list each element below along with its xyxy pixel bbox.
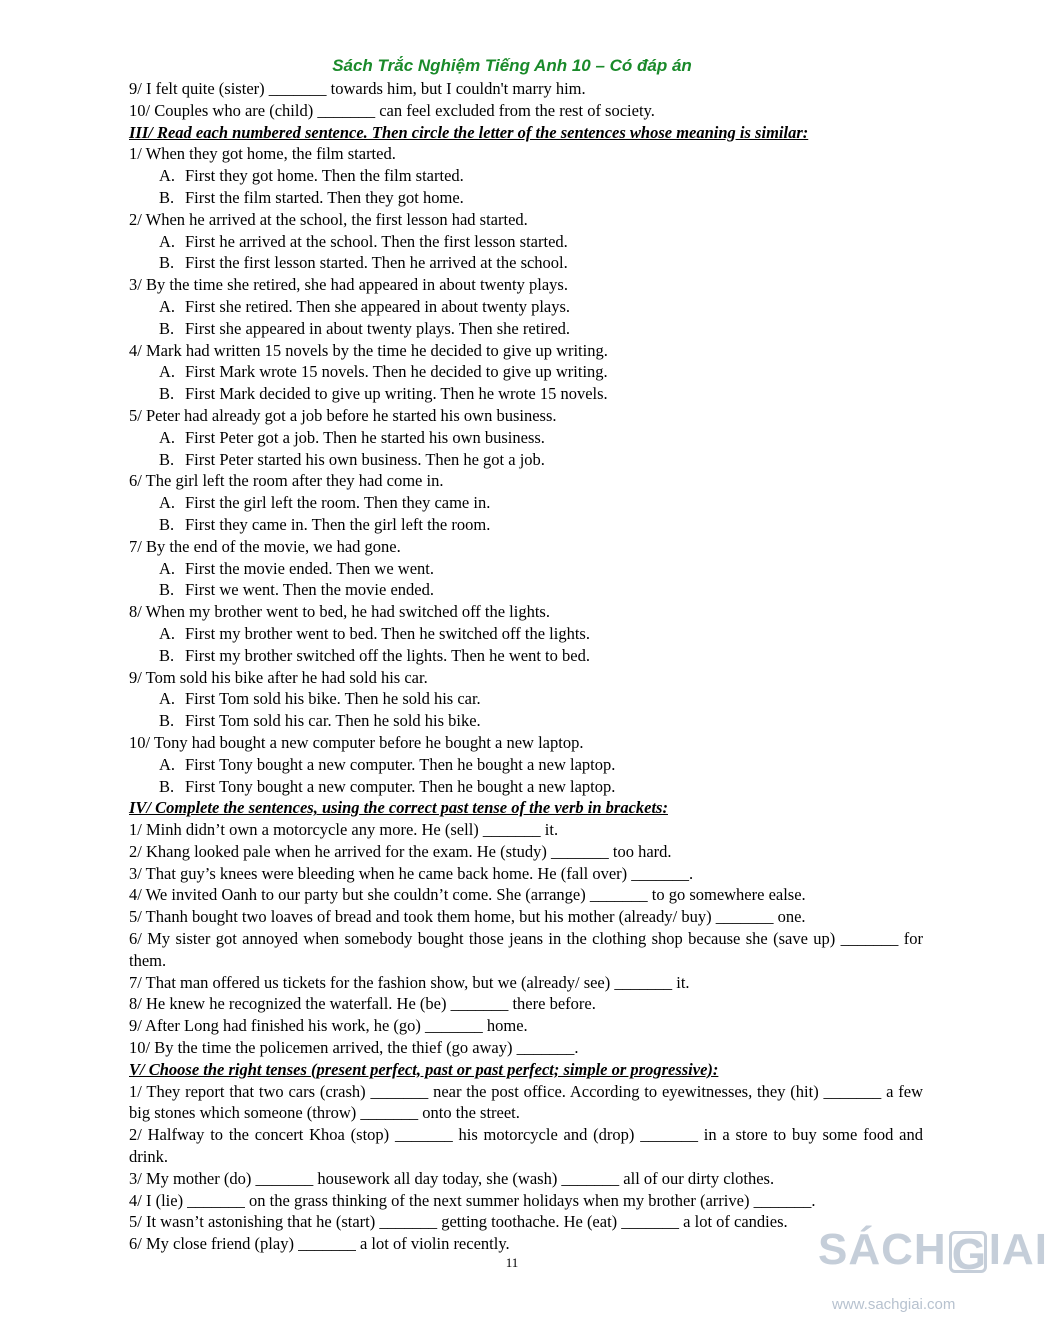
document-header: Sách Trắc Nghiệm Tiếng Anh 10 – Có đáp án: [332, 56, 692, 75]
option-letter: A.: [159, 166, 176, 186]
option-letter: A.: [159, 427, 176, 447]
exercise-line: 9/ After Long had finished his work, he (go) _______ home.: [129, 1016, 528, 1036]
option-letter: B.: [159, 645, 175, 665]
option-text: First the film started. Then they got home.: [185, 187, 464, 207]
exercise-line: 4/ I (lie) _______ on the grass thinking of the next summer holidays when my brother (arrive) _______.: [129, 1190, 816, 1210]
option-letter: A.: [159, 296, 176, 316]
option-b: [129, 514, 923, 536]
option-text: First Mark decided to give up writing. Then he wrote 15 novels.: [185, 384, 608, 404]
option-text: First they got home. Then the film started.: [185, 166, 464, 186]
option-letter: B.: [159, 514, 175, 534]
exercise-line: 2/ Khang looked pale when he arrived for the exam. He (study) _______ too hard.: [129, 841, 672, 861]
question-line: 7/ By the end of the movie, we had gone.: [129, 536, 401, 556]
section-heading-5: V/ Choose the right tenses (present perfect, past or past perfect; simple or progressive):: [129, 1059, 719, 1079]
option-letter: A.: [159, 623, 176, 643]
option-letter: B.: [159, 253, 175, 273]
option-text: First Tom sold his car. Then he sold his bike.: [185, 711, 481, 731]
option-letter: B.: [159, 711, 175, 731]
option-b: [129, 579, 923, 601]
option-letter: B.: [159, 580, 175, 600]
watermark-url: www.sachgiai.com: [832, 1296, 956, 1313]
question-line: 4/ Mark had written 15 novels by the time he decided to give up writing.: [129, 340, 608, 360]
option-a: [129, 361, 923, 383]
question-line: 5/ Peter had already got a job before he started his own business.: [129, 405, 557, 425]
question-line: 6/ The girl left the room after they had come in.: [129, 471, 444, 491]
question-line: 2/ When he arrived at the school, the first lesson had started.: [129, 209, 528, 229]
option-text: First he arrived at the school. Then the first lesson started.: [185, 231, 568, 251]
section-5-items: [129, 1081, 923, 1255]
exercise-line: 2/ Halfway to the concert Khoa (stop) _______ his motorcycle and (drop) _______ in a store to buy some food and drink.: [129, 1125, 923, 1167]
option-b: [129, 645, 923, 667]
option-text: First Tony bought a new computer. Then he bought a new laptop.: [185, 754, 616, 774]
option-text: First Peter got a job. Then he started his own business.: [185, 427, 545, 447]
question-line: 9/ Tom sold his bike after he had sold his car.: [129, 667, 428, 687]
option-b: [129, 776, 923, 798]
exercise-line: 10/ Couples who are (child) _______ can feel excluded from the rest of society.: [129, 100, 655, 120]
exercise-line: 4/ We invited Oanh to our party but she couldn’t come. She (arrange) _______ to go somewhere ealse.: [129, 885, 806, 905]
page-content: [129, 78, 923, 1255]
section-3-items: [129, 143, 923, 797]
option-letter: B.: [159, 187, 175, 207]
watermark-logo: SÁCH GIAI: [818, 1225, 1048, 1280]
option-text: First Mark wrote 15 novels. Then he decided to give up writing.: [185, 362, 608, 382]
exercise-line: 9/ I felt quite (sister) _______ towards him, but I couldn't marry him.: [129, 79, 586, 98]
option-text: First Tony bought a new computer. Then he bought a new laptop.: [185, 776, 616, 796]
option-text: First Tom sold his bike. Then he sold his car.: [185, 689, 481, 709]
exercise-line: 3/ My mother (do) _______ housework all day today, she (wash) _______ all of our dirty clothes.: [129, 1168, 775, 1188]
option-text: First my brother switched off the lights. Then he went to bed.: [185, 645, 590, 665]
exercise-line: 1/ Minh didn’t own a motorcycle any more. He (sell) _______ it.: [129, 820, 559, 840]
option-letter: A.: [159, 231, 176, 251]
option-letter: A.: [159, 362, 176, 382]
option-letter: A.: [159, 493, 176, 513]
exercise-line: 5/ It wasn’t astonishing that he (start) _______ getting toothache. He (eat) _______ a lot of candies.: [129, 1212, 788, 1232]
option-letter: A.: [159, 754, 176, 774]
option-a: [129, 623, 923, 645]
exercise-line: 5/ Thanh bought two loaves of bread and took them home, but his mother (already/ buy) _______ one.: [129, 907, 806, 927]
option-letter: B.: [159, 776, 175, 796]
option-text: First Peter started his own business. Then he got a job.: [185, 449, 545, 469]
option-b: [129, 710, 923, 732]
exercise-line: 1/ They report that two cars (crash) _______ near the post office. According to eyewitnesses, they (hit) _______ a few big stones which someone (throw) _______ onto the street.: [129, 1081, 923, 1123]
option-letter: A.: [159, 689, 176, 709]
section-heading-4: IV/ Complete the sentences, using the correct past tense of the verb in brackets:: [129, 798, 668, 818]
option-a: [129, 558, 923, 580]
option-letter: B.: [159, 449, 175, 469]
option-letter: B.: [159, 318, 175, 338]
question-line: 3/ By the time she retired, she had appeared in about twenty plays.: [129, 275, 568, 295]
option-text: First she retired. Then she appeared in about twenty plays.: [185, 296, 571, 316]
option-b: [129, 252, 923, 274]
option-text: First the girl left the room. Then they came in.: [185, 493, 491, 513]
option-text: First the movie ended. Then we went.: [185, 558, 434, 578]
question-line: 1/ When they got home, the film started.: [129, 144, 396, 164]
exercise-line: 8/ He knew he recognized the waterfall. He (be) _______ there before.: [129, 994, 596, 1014]
option-text: First she appeared in about twenty plays. Then she retired.: [185, 318, 571, 338]
option-a: [129, 492, 923, 514]
page-number: 11: [505, 1255, 519, 1270]
question-line: 10/ Tony had bought a new computer before he bought a new laptop.: [129, 732, 584, 752]
section-heading-3: III/ Read each numbered sentence. Then circle the letter of the sentences whose meaning is similar:: [129, 122, 809, 142]
exercise-line: 7/ That man offered us tickets for the fashion show, but we (already/ see) _______ it.: [129, 972, 690, 992]
option-a: [129, 754, 923, 776]
question-line: 8/ When my brother went to bed, he had switched off the lights.: [129, 602, 550, 622]
exercise-line: 6/ My close friend (play) _______ a lot of violin recently.: [129, 1234, 510, 1254]
option-letter: A.: [159, 558, 176, 578]
option-text: First the first lesson started. Then he arrived at the school.: [185, 253, 568, 273]
exercise-line: 6/ My sister got annoyed when somebody bought those jeans in the clothing shop because she (save up) _______ for them.: [129, 929, 923, 970]
section-4-items: [129, 819, 923, 1059]
option-b: [129, 187, 923, 209]
option-letter: B.: [159, 384, 175, 404]
option-a: [129, 165, 923, 187]
option-a: [129, 231, 923, 253]
option-b: [129, 383, 923, 405]
exercise-line: 10/ By the time the policemen arrived, the thief (go away) _______.: [129, 1038, 579, 1058]
option-text: First my brother went to bed. Then he switched off the lights.: [185, 623, 590, 643]
option-b: [129, 318, 923, 340]
option-a: [129, 427, 923, 449]
option-text: First we went. Then the movie ended.: [185, 580, 434, 600]
option-a: [129, 296, 923, 318]
option-text: First they came in. Then the girl left the room.: [185, 514, 491, 534]
exercise-line: 3/ That guy’s knees were bleeding when he came back home. He (fall over) _______.: [129, 863, 694, 883]
option-b: [129, 449, 923, 471]
option-a: [129, 688, 923, 710]
